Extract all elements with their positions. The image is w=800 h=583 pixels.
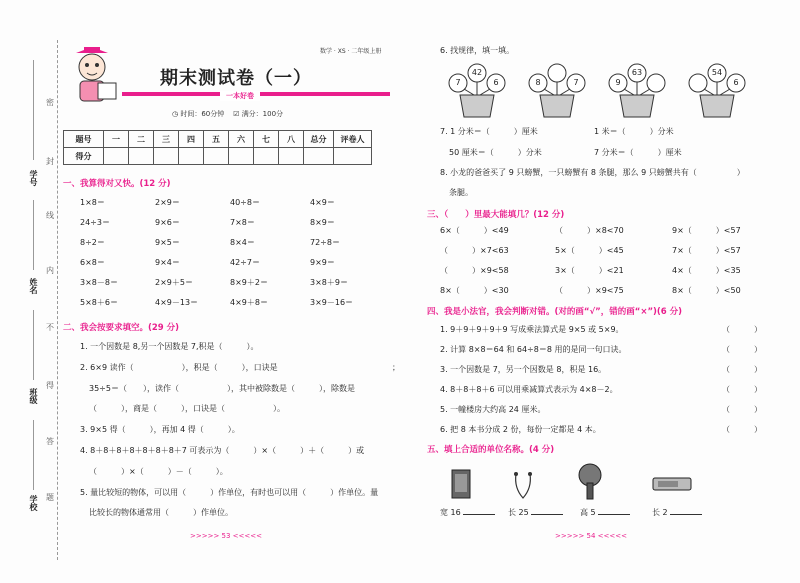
time-label: 时间：60分钟 bbox=[180, 110, 225, 118]
section-title: 二、我会按要求填空。(29 分) bbox=[63, 323, 180, 333]
pot-left-number: 9 bbox=[615, 78, 621, 87]
unit-item bbox=[652, 507, 702, 518]
page-number-left: >>>>> 53 <<<<< bbox=[190, 532, 263, 540]
fill-item: 6×（ ）<49 bbox=[440, 226, 509, 235]
unit-item bbox=[508, 507, 563, 518]
calc-item: 5×8＋6＝ bbox=[80, 298, 118, 307]
calc-item: 7×8＝ bbox=[230, 218, 255, 227]
blank-line bbox=[33, 310, 34, 380]
seal-char: 封 bbox=[46, 157, 54, 166]
calc-item: 2×9＝ bbox=[155, 198, 180, 207]
calc-item: 3×8＋9＝ bbox=[310, 278, 348, 287]
question-2-4b: （ ）×（ ）－（ ）。 bbox=[89, 467, 228, 476]
table-row-label: 得分 bbox=[64, 148, 104, 165]
score-table-row bbox=[64, 148, 372, 165]
question-7d: 7 分米＝（ ）厘米 bbox=[594, 148, 682, 157]
table-header-cell: 二 bbox=[129, 131, 154, 148]
pot-top-number: 42 bbox=[471, 68, 483, 77]
judge-answer-paren[interactable]: （ ） bbox=[722, 325, 762, 334]
question-2-2c: （ ），商是（ ），口诀是（ ）。 bbox=[89, 404, 285, 413]
calc-item: 8×4＝ bbox=[230, 238, 255, 247]
calc-item: 8×9＋2＝ bbox=[230, 278, 268, 287]
binding-dashed-line bbox=[57, 40, 58, 560]
calc-item: 9×6＝ bbox=[155, 218, 180, 227]
seal-char: 得 bbox=[46, 381, 54, 390]
calc-item: 8×9＝ bbox=[310, 218, 335, 227]
section-title: 五、填上合适的单位名称。(4 分) bbox=[427, 445, 555, 455]
score-table bbox=[63, 130, 372, 165]
question-2-3: 3. 9×5 得（ ），再加 4 得（ ）。 bbox=[80, 425, 240, 434]
flower-pot bbox=[522, 63, 592, 118]
calc-item: 24÷3＝ bbox=[80, 218, 110, 227]
question-2-2a-end: ； bbox=[392, 363, 400, 372]
pot-top-number: 63 bbox=[631, 68, 643, 77]
table-header-cell: 题号 bbox=[64, 131, 104, 148]
judge-answer-paren[interactable]: （ ） bbox=[722, 365, 762, 374]
seal-char: 密 bbox=[46, 98, 54, 107]
table-header-cell: 总分 bbox=[304, 131, 334, 148]
judge-item: 6. 把 8 本书分成 2 份，每份一定都是 4 本。 bbox=[440, 425, 601, 434]
fill-item: 8×（ ）<50 bbox=[672, 286, 741, 295]
question-7b: 1 米＝（ ）分米 bbox=[594, 127, 674, 136]
judge-item: 2. 计算 8×8＝64 和 64÷8＝8 用的是同一句口诀。 bbox=[440, 345, 627, 354]
score-label: 满分：100分 bbox=[241, 110, 284, 118]
seal-char: 内 bbox=[46, 266, 54, 275]
page-number-right: >>>>> 54 <<<<< bbox=[555, 532, 628, 540]
checkbox-icon: ☑ bbox=[233, 110, 240, 118]
seal-char: 线 bbox=[46, 211, 54, 220]
unit-item bbox=[440, 507, 495, 518]
judge-item: 3. 一个因数是 7，另一个因数是 8，积是 16。 bbox=[440, 365, 607, 374]
table-header-cell: 五 bbox=[204, 131, 229, 148]
question-2-5a: 5. 量比较短的物体，可以用（ ）作单位，有时也可以用（ ）作单位。量 bbox=[80, 488, 379, 497]
table-header-cell: 评卷人 bbox=[334, 131, 372, 148]
table-header-cell: 四 bbox=[179, 131, 204, 148]
eraser-icon bbox=[652, 476, 692, 492]
section-title: 三、（ ）里最大能填几？(12 分) bbox=[427, 210, 565, 220]
judge-answer-paren[interactable]: （ ） bbox=[722, 425, 762, 434]
blank-line bbox=[33, 200, 34, 270]
earphone-icon bbox=[512, 470, 534, 502]
calc-item: 1×8＝ bbox=[80, 198, 105, 207]
calc-item: 4×9＝ bbox=[310, 198, 335, 207]
calc-item: 3×9－16＝ bbox=[310, 298, 354, 307]
tree-icon bbox=[576, 463, 604, 501]
calc-item: 4×9＋8＝ bbox=[230, 298, 268, 307]
judge-answer-paren[interactable]: （ ） bbox=[722, 345, 762, 354]
binding-label-name: 姓名 bbox=[29, 278, 38, 294]
seal-char: 题 bbox=[46, 493, 54, 502]
unit-label: 高 5 bbox=[580, 508, 596, 517]
score-cell[interactable] bbox=[334, 148, 372, 165]
unit-label: 宽 16 bbox=[440, 508, 461, 517]
score-cell[interactable] bbox=[104, 148, 129, 165]
calc-item: 9×4＝ bbox=[155, 258, 180, 267]
unit-blank[interactable] bbox=[531, 514, 563, 515]
judge-item: 5. 一幢楼房大约高 24 厘米。 bbox=[440, 405, 546, 414]
fill-item: 5×（ ）<45 bbox=[555, 246, 624, 255]
blank-line bbox=[33, 420, 34, 490]
judge-answer-paren[interactable]: （ ） bbox=[722, 405, 762, 414]
question-8a: 8. 小龙的爸爸买了 9 只螃蟹，一只螃蟹有 8 条腿，那么 9 只螃蟹共有（ ） bbox=[440, 168, 745, 177]
score-cell[interactable] bbox=[154, 148, 179, 165]
section-title: 四、我是小法官，我会判断对错。(对的画“√”，错的画“×”)(6 分) bbox=[427, 307, 683, 317]
table-header-cell: 八 bbox=[279, 131, 304, 148]
calc-item: 9×5＝ bbox=[155, 238, 180, 247]
calc-item: 6×8＝ bbox=[80, 258, 105, 267]
question-7a: 7. 1 分米＝（ ）厘米 bbox=[440, 127, 538, 136]
fill-item: （ ）×7<63 bbox=[440, 246, 509, 255]
pot-left-number: 7 bbox=[455, 78, 461, 87]
binding-label-class: 班级 bbox=[29, 388, 38, 404]
binding-label-student-id: 学号 bbox=[29, 170, 38, 186]
seal-char: 不 bbox=[46, 323, 54, 332]
score-cell[interactable] bbox=[204, 148, 229, 165]
flower-pots bbox=[442, 63, 739, 118]
table-header-cell: 六 bbox=[229, 131, 254, 148]
mascot-illustration bbox=[62, 45, 122, 105]
unit-blank[interactable] bbox=[598, 514, 630, 515]
score-cell[interactable] bbox=[254, 148, 279, 165]
question-2-4a: 4. 8＋8＋8＋8＋8＋8＋8＋7 可表示为（ ）×（ ）＋（ ）或 bbox=[80, 446, 365, 455]
question-2-2a: 2. 6×9 读作（ ），积是（ ），口诀是 bbox=[80, 363, 278, 372]
calc-item: 2×9＋5＝ bbox=[155, 278, 193, 287]
score-cell[interactable] bbox=[304, 148, 334, 165]
question-7c: 50 厘米＝（ ）分米 bbox=[449, 148, 542, 157]
score-cell[interactable] bbox=[129, 148, 154, 165]
question-6: 6. 找规律，填一填。 bbox=[440, 46, 515, 55]
subject-label: 数学 · XS · 二年级上册 bbox=[320, 48, 382, 55]
question-2-1: 1. 一个因数是 8,另一个因数是 7,积是（ ）。 bbox=[80, 342, 259, 351]
unit-blank[interactable] bbox=[463, 514, 495, 515]
page-title: 期末测试卷（一） bbox=[160, 68, 312, 89]
unit-label: 长 25 bbox=[508, 508, 529, 517]
pot-right-number: 7 bbox=[573, 78, 579, 87]
fill-item: 7×（ ）<57 bbox=[672, 246, 741, 255]
fill-item: 9×（ ）<57 bbox=[672, 226, 741, 235]
exam-meta bbox=[172, 109, 283, 119]
question-8b: 条腿。 bbox=[449, 188, 473, 197]
seal-char: 答 bbox=[46, 437, 54, 446]
calc-item: 4×9－13＝ bbox=[155, 298, 199, 307]
unit-label: 长 2 bbox=[652, 508, 668, 517]
blank-line bbox=[33, 60, 34, 160]
clock-icon: ◷ bbox=[172, 110, 179, 118]
score-table-header-row bbox=[64, 131, 372, 148]
calc-item: 3×8－8＝ bbox=[80, 278, 118, 287]
fill-item: 4×（ ）<35 bbox=[672, 266, 741, 275]
binding-label-school: 学校 bbox=[29, 495, 38, 511]
fill-item: 8×（ ）<30 bbox=[440, 286, 509, 295]
fill-item: （ ）×9<75 bbox=[555, 286, 624, 295]
judge-item: 1. 9＋9＋9＋9＋9 写成乘法算式是 9×5 或 5×9。 bbox=[440, 325, 624, 334]
score-cell[interactable] bbox=[229, 148, 254, 165]
judge-item: 4. 8＋8＋8＋6 可以用乘减算式表示为 4×8－2。 bbox=[440, 385, 618, 394]
fill-item: （ ）×8<70 bbox=[555, 226, 624, 235]
score-cell[interactable] bbox=[279, 148, 304, 165]
question-2-2b: 35÷5＝（ ），读作（ ），其中被除数是（ ），除数是 bbox=[89, 384, 355, 393]
fill-item: 3×（ ）<21 bbox=[555, 266, 624, 275]
calc-item: 9×9＝ bbox=[310, 258, 335, 267]
calc-item: 8÷2＝ bbox=[80, 238, 105, 247]
score-cell[interactable] bbox=[179, 148, 204, 165]
table-header-cell: 三 bbox=[154, 131, 179, 148]
pot-top-number: 54 bbox=[711, 68, 723, 77]
unit-blank[interactable] bbox=[670, 514, 702, 515]
pot-right-number: 6 bbox=[733, 78, 739, 87]
pot-left-number: 8 bbox=[535, 78, 541, 87]
book-icon bbox=[450, 468, 472, 500]
judge-answer-paren[interactable]: （ ） bbox=[722, 385, 762, 394]
table-header-cell: 七 bbox=[254, 131, 279, 148]
section-title: 一、我算得对又快。(12 分) bbox=[63, 179, 171, 189]
pot-right-number: 6 bbox=[493, 78, 499, 87]
calc-item: 42÷7＝ bbox=[230, 258, 260, 267]
calc-item: 40÷8＝ bbox=[230, 198, 260, 207]
brand-badge: 一本好卷 bbox=[220, 91, 260, 101]
fill-item: （ ）×9<58 bbox=[440, 266, 509, 275]
table-header-cell: 一 bbox=[104, 131, 129, 148]
unit-item bbox=[580, 507, 630, 518]
question-2-5b: 比较长的物体通常用（ ）作单位。 bbox=[89, 508, 233, 517]
calc-item: 72÷8＝ bbox=[310, 238, 340, 247]
